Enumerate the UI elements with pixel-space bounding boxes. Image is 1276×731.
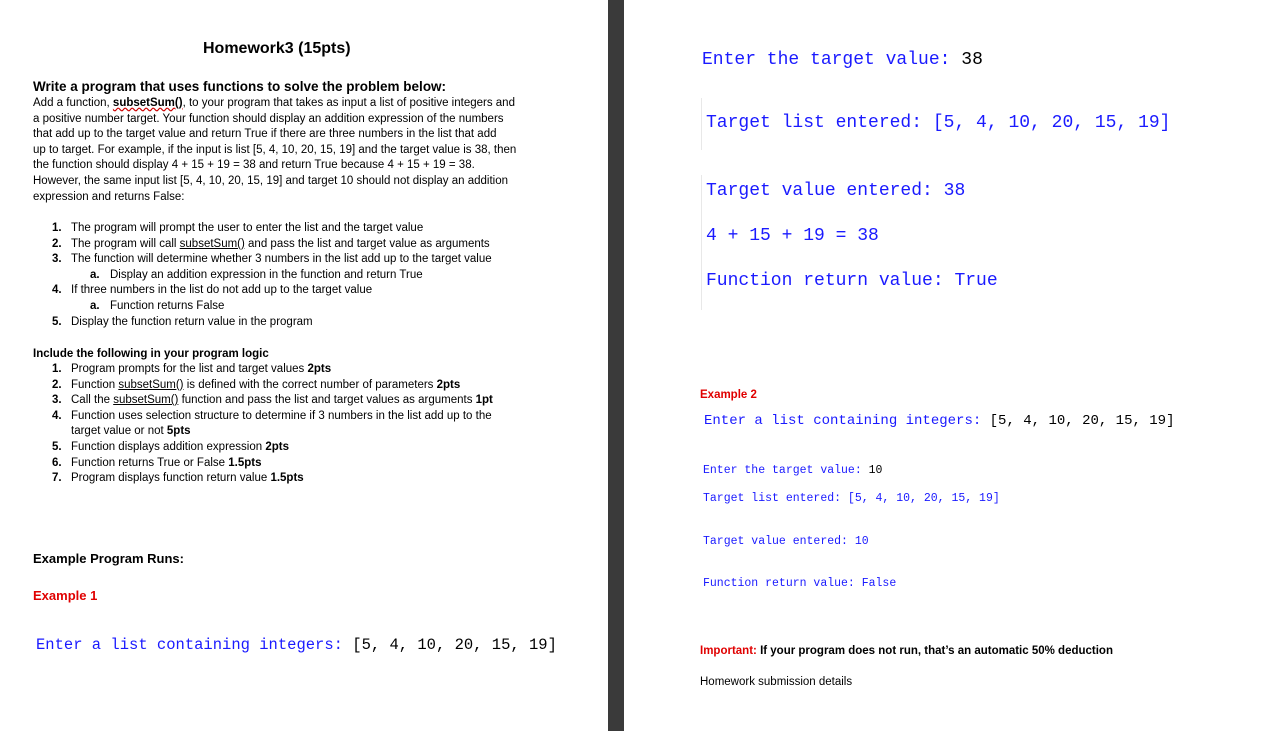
example-1-expression: 4 + 15 + 19 = 38 xyxy=(706,226,879,246)
important-note: Important: If your program does not run, that’s an automatic 50% deduction xyxy=(700,645,1113,657)
list-item: a. Function returns False xyxy=(90,299,225,312)
example-2-value-echo: Target value entered: 10 xyxy=(703,535,869,548)
list-item: 2. The program will call subsetSum() and pass the list and target value as arguments xyxy=(52,237,490,250)
example-1-return-value: Function return value: True xyxy=(706,271,998,291)
example-2-list-prompt: Enter a list containing integers: [5, 4, 10, 20, 15, 19] xyxy=(704,413,1175,429)
list-item: 7. Program displays function return value 1.5pts xyxy=(52,472,304,485)
intro-line-3: that add up to the target value and return True if there are three numbers in the list that add xyxy=(33,128,497,141)
example-2-return-value: Function return value: False xyxy=(703,577,897,590)
intro-line-2: a positive number target. Your function should display an addition expression of the numbers xyxy=(33,112,504,125)
steps-list xyxy=(52,221,592,330)
list-item: 3. Call the subsetSum() function and pass the list and target values as arguments 1pt xyxy=(52,394,493,407)
list-item: 5. Function displays addition expression 2pts xyxy=(52,440,289,453)
problem-heading: Write a program that uses functions to solve the problem below: xyxy=(33,79,447,94)
submission-details: Homework submission details xyxy=(700,676,853,688)
example-1-target-prompt: Enter the target value: 38 xyxy=(702,50,983,70)
list-item: 2. Function subsetSum() is defined with the correct number of parameters 2pts xyxy=(52,378,461,391)
example-1-list-echo: Target list entered: [5, 4, 10, 20, 15, 19] xyxy=(706,113,1171,133)
example-2-label: Example 2 xyxy=(700,389,757,401)
list-item: 1. The program will prompt the user to enter the list and the target value xyxy=(52,222,424,234)
page-divider xyxy=(608,0,624,731)
list-item: 4. Function uses selection structure to determine if 3 numbers in the list add up to the xyxy=(52,409,492,422)
list-item: target value or not 5pts xyxy=(71,425,191,438)
example-2-list-echo: Target list entered: [5, 4, 10, 20, 15, 19] xyxy=(703,492,1000,505)
list-item: a. Display an addition expression in the function and return True xyxy=(90,268,423,281)
include-heading: Include the following in your program logic xyxy=(33,348,269,360)
margin-marker xyxy=(701,175,702,310)
right-page xyxy=(624,0,1276,731)
intro-line-4: up to target. For example, if the input is list [5, 4, 10, 20, 15, 19] and the target value is 38, then xyxy=(33,143,517,156)
list-item: 4. If three numbers in the list do not add up to the target value xyxy=(52,284,373,297)
page-title: Homework3 (15pts) xyxy=(203,40,351,57)
margin-marker xyxy=(701,98,702,150)
criteria-list xyxy=(52,362,592,487)
list-item: 3. The function will determine whether 3 numbers in the list add up to the target value xyxy=(52,253,492,266)
list-item: 5. Display the function return value in the program xyxy=(52,315,313,328)
example-runs-heading: Example Program Runs: xyxy=(33,551,184,566)
intro-line-7: expression and returns False: xyxy=(33,190,185,203)
problem-description xyxy=(33,96,516,205)
example-2-target-prompt: Enter the target value: 10 xyxy=(703,464,883,477)
list-item: 1. Program prompts for the list and target values 2pts xyxy=(52,363,332,375)
example-1-value-echo: Target value entered: 38 xyxy=(706,181,966,201)
intro-line-5: the function should display 4 + 15 + 19 = 38 and return True because 4 + 15 + 19 = 38. xyxy=(33,159,475,172)
example-1-label: Example 1 xyxy=(33,588,98,603)
example-1-list-prompt: Enter a list containing integers: [5, 4, 10, 20, 15, 19] xyxy=(36,636,557,654)
intro-line-1: Add a function, subsetSum(), to your program that takes as input a list of positive integers and xyxy=(33,97,515,109)
list-item: 6. Function returns True or False 1.5pts xyxy=(52,456,262,469)
function-name: subsetSum() xyxy=(112,97,183,109)
left-page xyxy=(0,0,608,731)
intro-line-6: However, the same input list [5, 4, 10, 20, 15, 19] and target 10 should not display an addition xyxy=(33,174,509,187)
